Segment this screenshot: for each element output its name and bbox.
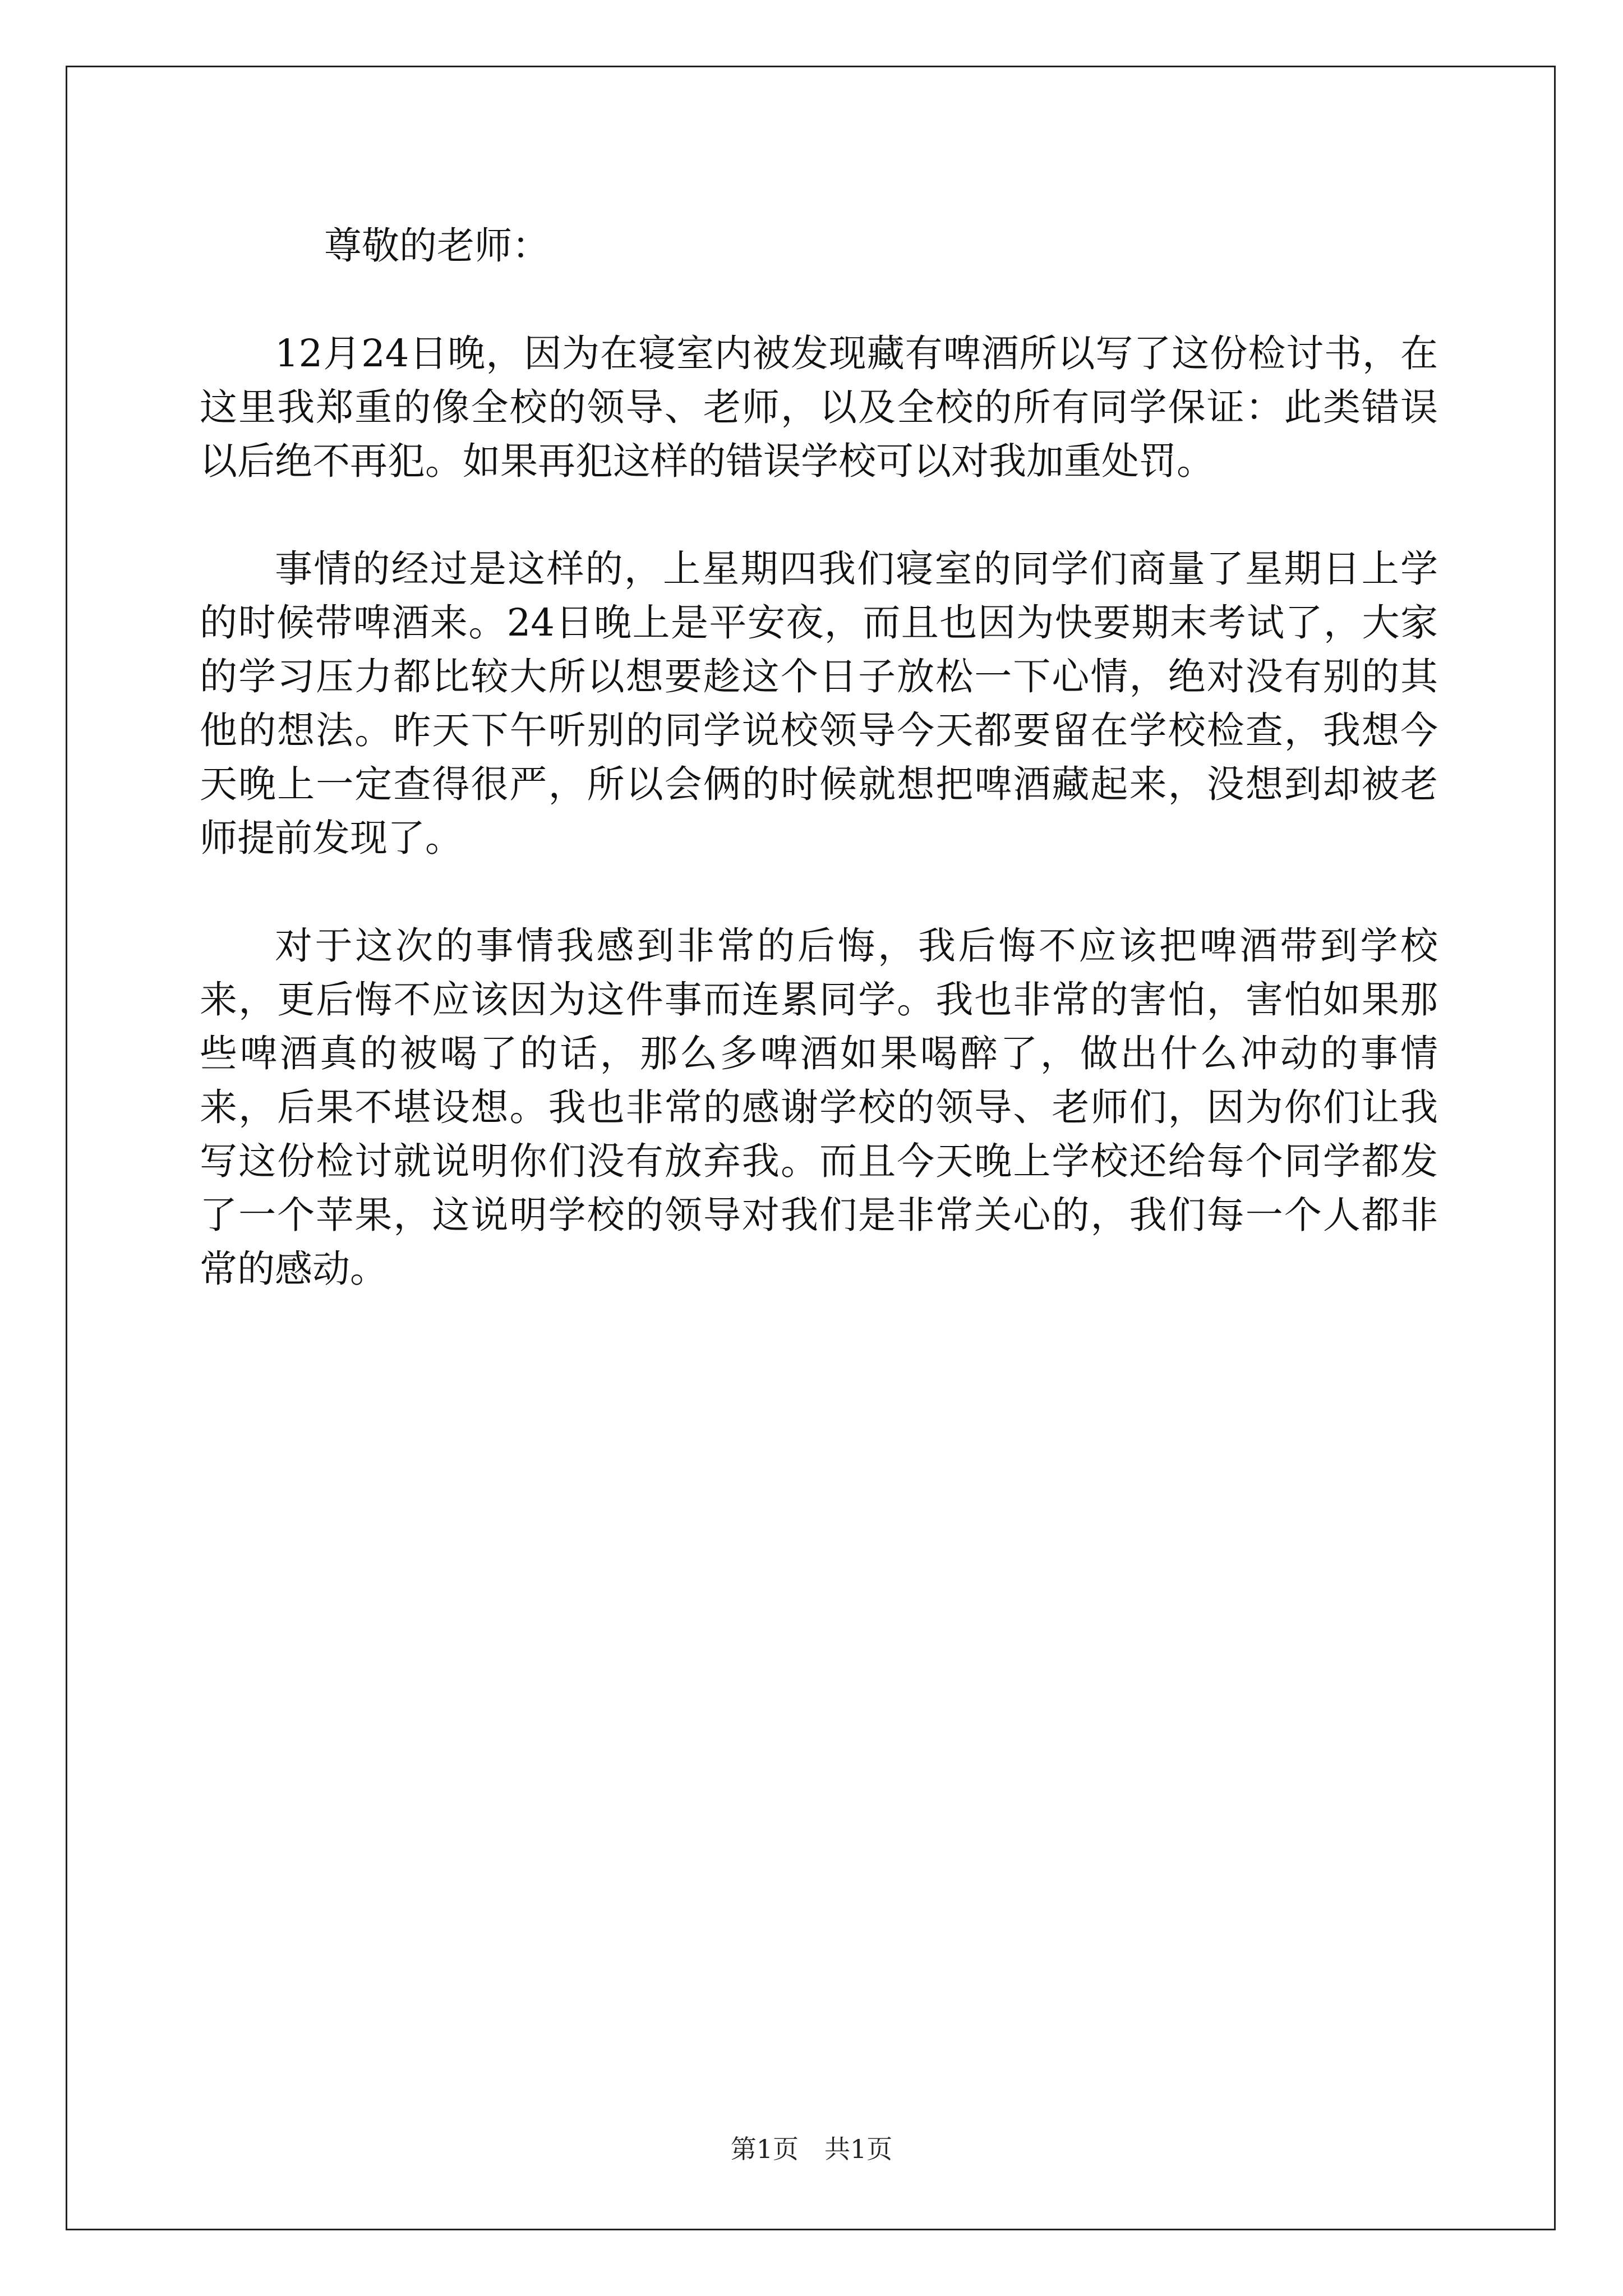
page-number-total: 共1页 <box>824 2134 893 2164</box>
salutation: 尊敬的老师： <box>324 224 550 268</box>
letter-body <box>200 219 1438 1350</box>
paragraph-2: 事情的经过是这样的，上星期四我们寝室的同学们商量了星期日上学的时候带啤酒来。24日晚上是平安夜，而且也因为快要期末考试了，大家的学习压力都比较大所以想要趁这个日子放松一下心情，绝对没有别的其他的想法。昨天下午听别的同学说校领导今天都要留在学校检查，我想今天晚上一定查得很严，所以会俩的时候就想把啤酒藏起来，没想到却被老师提前发现了。 <box>200 547 1438 860</box>
page-footer <box>0 2129 1623 2166</box>
paragraph-3: 对于这次的事情我感到非常的后悔，我后悔不应该把啤酒带到学校来，更后悔不应该因为这件事而连累同学。我也非常的害怕，害怕如果那些啤酒真的被喝了的话，那么多啤酒如果喝醉了，做出什么冲动的事情来，后果不堪设想。我也非常的感谢学校的领导、老师们，因为你们让我写这份检讨就说明你们没有放弃我。而且今天晚上学校还给每个同学都发了一个苹果，这说明学校的领导对我们是非常关心的，我们每一个人都非常的感动。 <box>200 924 1438 1291</box>
page-number-current: 第1页 <box>730 2134 799 2164</box>
paragraph-1: 12月24日晚，因为在寝室内被发现藏有啤酒所以写了这份检讨书，在这里我郑重的像全校的领导、老师，以及全校的所有同学保证：此类错误以后绝不再犯。如果再犯这样的错误学校可以对我加重处罚。 <box>200 332 1438 483</box>
